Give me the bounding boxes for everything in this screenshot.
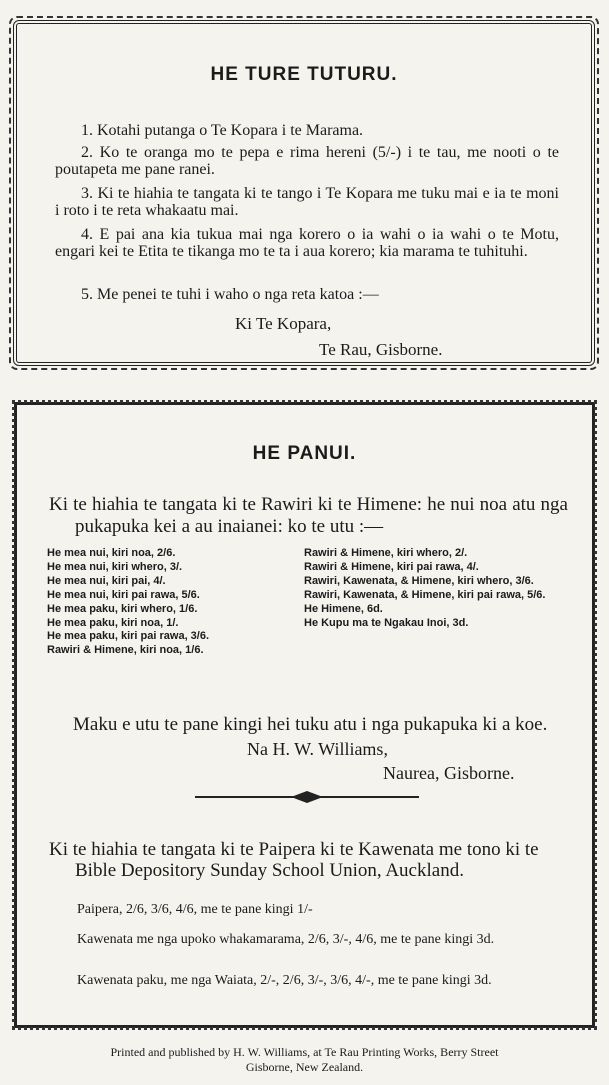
address-line-2: Te Rau, Gisborne. [319,340,443,359]
bible-notice: Ki te hiahia te tangata ki te Paipera ki te Kawenata me tono ki te Bible Depository Sunday School Union, Auckland. [49,839,539,881]
price-line-1: Paipera, 2/6, 3/6, 4/6, me te pane kingi 1/- [77,902,313,917]
rule-3: 3. Ki te hiahia te tangata ki te tango i Te Kopara me tuku mai e ia te moni i roto i te reta whakaatu mai. [55,185,559,219]
rule-5: 5. Me penei te tuhi i waho o nga reta katoa :— [81,286,379,303]
rule-4: 4. E pai ana kia tukua mai nga korero o ia wahi o ia wahi o te Motu, engari kei te Etita te tikanga mo te ta i aua korero; kia marama te tuhituhi. [55,226,559,260]
list-item: He mea paku, kiri pai rawa, 3/6. [47,630,210,643]
list-item: He mea paku, kiri noa, 1/. [47,616,179,629]
rules-box [13,20,595,366]
address-line-1: Ki Te Kopara, [235,314,332,333]
list-item: Rawiri & Himene, kiri pai rawa, 4/. [304,560,479,573]
list-item: He Kupu ma te Ngakau Inoi, 3d. [304,616,469,629]
rule-2: 2. Ko te oranga mo te pepa e rima hereni (5/-) i te tau, me nooti o te poutapeta me pane ranei. [55,144,559,178]
signature-place: Naurea, Gisborne. [383,763,515,783]
book-price-list-left [47,547,309,658]
list-item: He mea nui, kiri whero, 3/. [47,560,183,573]
list-item: Rawiri & Himene, kiri whero, 2/. [304,547,468,559]
price-line-3: Kawenata paku, me nga Waiata, 2/-, 2/6, 3/-, 3/6, 4/-, me te pane kingi 3d. [77,973,492,988]
list-item: He mea nui, kiri pai rawa, 5/6. [47,588,200,601]
signature-name: Na H. W. Williams, [247,739,388,759]
imprint-line-2: Gisborne, New Zealand. [245,1060,364,1074]
list-item: Rawiri & Himene, kiri noa, 1/6. [47,644,204,657]
list-item: Rawiri, Kawenata, & Himene, kiri pai rawa, 5/6. [304,588,546,601]
list-item: He mea nui, kiri pai, 4/. [47,574,166,587]
rule-1: 1. Kotahi putanga o Te Kopara i te Marama. [81,122,364,139]
list-item: He Himene, 6d. [304,602,383,615]
list-item: Rawiri, Kawenata, & Himene, kiri whero, 3/6. [304,574,534,587]
notice-title: HE PANUI. [252,443,357,464]
notice-intro: Ki te hiahia te tangata ki te Rawiri ki te Himene: he nui noa atu nga pukapuka kei a au inaianei: ko te utu :— [49,494,568,537]
ornamental-divider [195,790,419,804]
book-price-list-right [304,547,574,630]
rules-title: HE TURE TUTURU. [210,64,398,85]
list-item: He mea paku, kiri whero, 1/6. [47,602,198,615]
imprint-line-1: Printed and published by H. W. Williams, at Te Rau Printing Works, Berry Street [110,1045,499,1059]
list-item: He mea nui, kiri noa, 2/6. [47,547,176,559]
postage-note: Maku e utu te pane kingi hei tuku atu i nga pukapuka ki a koe. [73,714,548,735]
notice-box [14,402,595,1028]
price-line-2: Kawenata me nga upoko whakamarama, 2/6, 3/-, 4/6, me te pane kingi 3d. [77,932,495,947]
printer-imprint [0,1045,609,1075]
